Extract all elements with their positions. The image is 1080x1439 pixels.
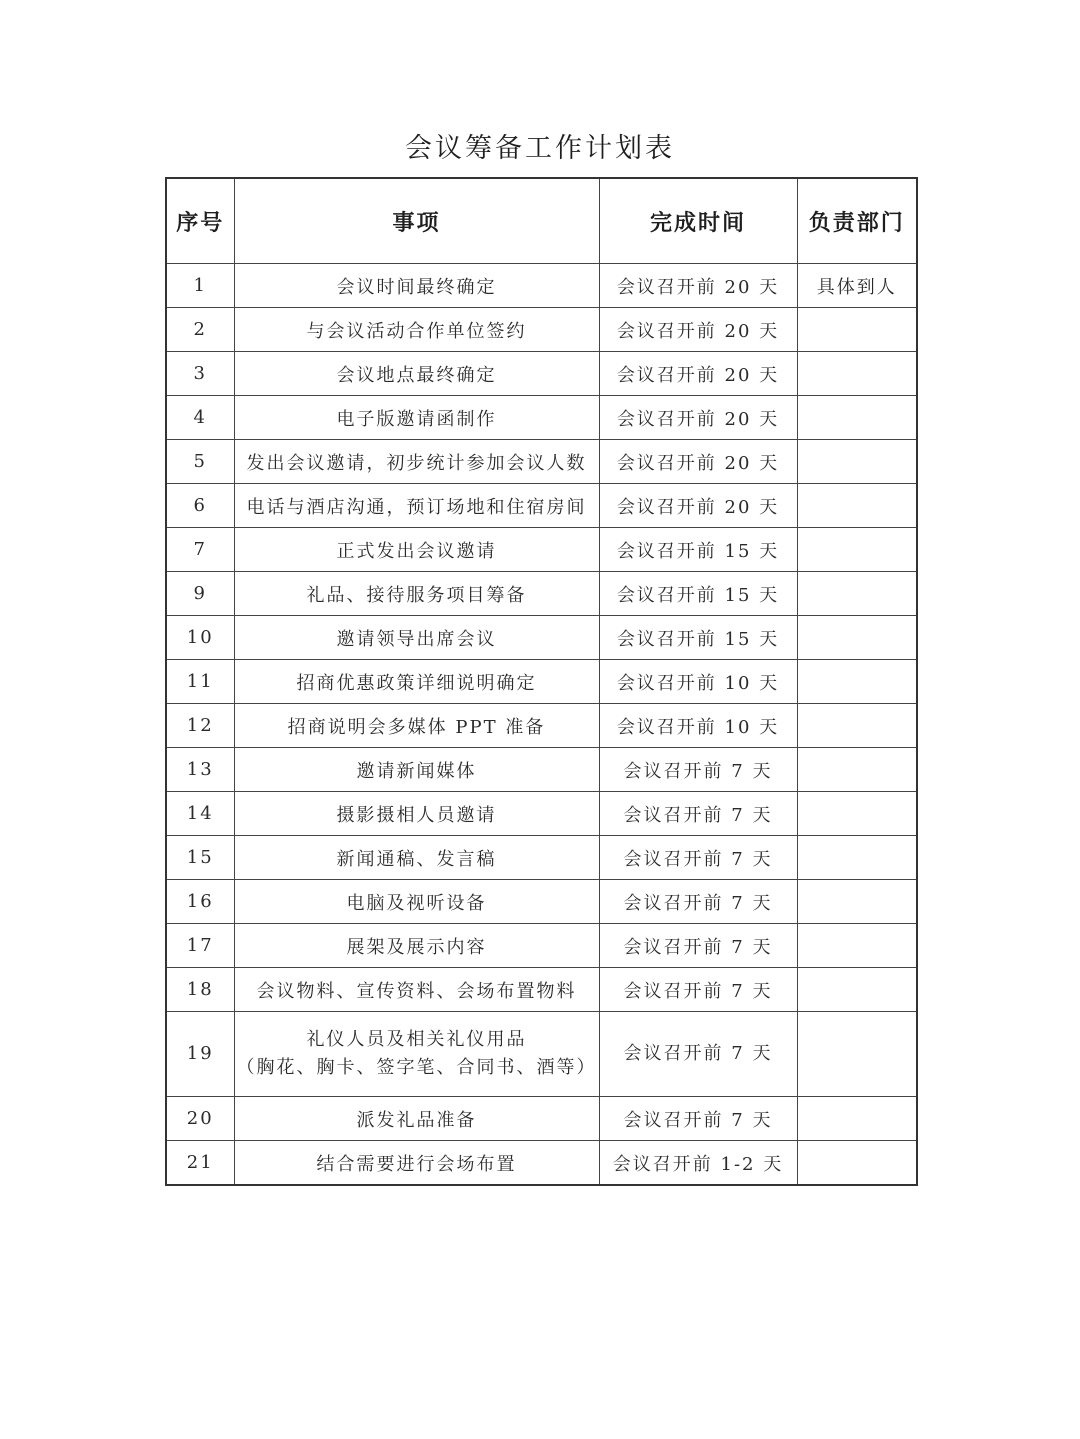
row-deadline: 会议召开前 7 天 bbox=[599, 792, 797, 836]
row-item: 会议物料、宣传资料、会场布置物料 bbox=[234, 968, 599, 1012]
row-department bbox=[797, 352, 917, 396]
row-item: 会议时间最终确定 bbox=[234, 264, 599, 308]
row-item: 与会议活动合作单位签约 bbox=[234, 308, 599, 352]
table-row bbox=[166, 352, 917, 396]
row-item: 派发礼品准备 bbox=[234, 1097, 599, 1141]
table-row bbox=[166, 396, 917, 440]
row-department bbox=[797, 308, 917, 352]
row-department bbox=[797, 660, 917, 704]
row-index: 12 bbox=[166, 704, 234, 748]
row-department bbox=[797, 880, 917, 924]
row-index: 13 bbox=[166, 748, 234, 792]
table-row bbox=[166, 440, 917, 484]
row-department bbox=[797, 616, 917, 660]
row-department: 具体到人 bbox=[797, 264, 917, 308]
row-index: 19 bbox=[166, 1012, 234, 1097]
row-item: 邀请领导出席会议 bbox=[234, 616, 599, 660]
row-index: 18 bbox=[166, 968, 234, 1012]
row-item-main: 礼仪人员及相关礼仪用品 bbox=[306, 1029, 527, 1050]
row-deadline: 会议召开前 15 天 bbox=[599, 528, 797, 572]
row-item: 结合需要进行会场布置 bbox=[234, 1141, 599, 1186]
row-deadline: 会议召开前 10 天 bbox=[599, 660, 797, 704]
row-index: 11 bbox=[166, 660, 234, 704]
row-deadline: 会议召开前 20 天 bbox=[599, 352, 797, 396]
row-deadline: 会议召开前 7 天 bbox=[599, 968, 797, 1012]
row-index: 7 bbox=[166, 528, 234, 572]
row-item-sub: （胸花、胸卡、签字笔、合同书、酒等） bbox=[236, 1057, 597, 1078]
row-index: 4 bbox=[166, 396, 234, 440]
row-item: 会议地点最终确定 bbox=[234, 352, 599, 396]
row-index: 16 bbox=[166, 880, 234, 924]
row-department bbox=[797, 1097, 917, 1141]
row-department bbox=[797, 484, 917, 528]
row-department bbox=[797, 792, 917, 836]
row-index: 6 bbox=[166, 484, 234, 528]
row-deadline: 会议召开前 1-2 天 bbox=[599, 1141, 797, 1186]
row-deadline: 会议召开前 10 天 bbox=[599, 704, 797, 748]
table-row bbox=[166, 880, 917, 924]
row-item: 电脑及视听设备 bbox=[234, 880, 599, 924]
header-index: 序号 bbox=[166, 178, 234, 264]
table-row bbox=[166, 1141, 917, 1186]
table-row bbox=[166, 704, 917, 748]
row-index: 20 bbox=[166, 1097, 234, 1141]
row-department bbox=[797, 572, 917, 616]
table-row bbox=[166, 308, 917, 352]
table-row bbox=[166, 968, 917, 1012]
row-item: 电话与酒店沟通，预订场地和住宿房间 bbox=[234, 484, 599, 528]
row-department bbox=[797, 924, 917, 968]
table-row bbox=[166, 484, 917, 528]
row-deadline: 会议召开前 15 天 bbox=[599, 616, 797, 660]
table-row bbox=[166, 264, 917, 308]
row-department bbox=[797, 396, 917, 440]
page-title: 会议筹备工作计划表 bbox=[405, 133, 675, 164]
row-item: 新闻通稿、发言稿 bbox=[234, 836, 599, 880]
row-deadline: 会议召开前 20 天 bbox=[599, 440, 797, 484]
row-deadline: 会议召开前 20 天 bbox=[599, 396, 797, 440]
header-item: 事项 bbox=[234, 178, 599, 264]
row-department bbox=[797, 1012, 917, 1097]
row-department bbox=[797, 748, 917, 792]
row-department bbox=[797, 968, 917, 1012]
row-item: 发出会议邀请，初步统计参加会议人数 bbox=[234, 440, 599, 484]
row-item: 正式发出会议邀请 bbox=[234, 528, 599, 572]
table-row bbox=[166, 1012, 917, 1097]
row-deadline: 会议召开前 7 天 bbox=[599, 880, 797, 924]
table-header-row bbox=[166, 178, 917, 264]
row-department bbox=[797, 704, 917, 748]
row-item: 摄影摄相人员邀请 bbox=[234, 792, 599, 836]
row-index: 10 bbox=[166, 616, 234, 660]
table-row bbox=[166, 924, 917, 968]
row-index: 2 bbox=[166, 308, 234, 352]
table-row bbox=[166, 792, 917, 836]
row-deadline: 会议召开前 20 天 bbox=[599, 308, 797, 352]
work-plan-table bbox=[165, 177, 918, 1186]
row-item bbox=[234, 1012, 599, 1097]
row-deadline: 会议召开前 7 天 bbox=[599, 1012, 797, 1097]
row-index: 9 bbox=[166, 572, 234, 616]
row-index: 15 bbox=[166, 836, 234, 880]
row-deadline: 会议召开前 20 天 bbox=[599, 264, 797, 308]
row-index: 17 bbox=[166, 924, 234, 968]
table-row bbox=[166, 528, 917, 572]
row-item: 展架及展示内容 bbox=[234, 924, 599, 968]
header-deadline: 完成时间 bbox=[599, 178, 797, 264]
table-row bbox=[166, 616, 917, 660]
row-item: 礼品、接待服务项目筹备 bbox=[234, 572, 599, 616]
row-index: 1 bbox=[166, 264, 234, 308]
table-row bbox=[166, 572, 917, 616]
row-index: 5 bbox=[166, 440, 234, 484]
row-index: 3 bbox=[166, 352, 234, 396]
row-department bbox=[797, 836, 917, 880]
row-department bbox=[797, 440, 917, 484]
row-department bbox=[797, 1141, 917, 1186]
row-deadline: 会议召开前 7 天 bbox=[599, 836, 797, 880]
table-row bbox=[166, 1097, 917, 1141]
row-item: 电子版邀请函制作 bbox=[234, 396, 599, 440]
row-department bbox=[797, 528, 917, 572]
row-deadline: 会议召开前 7 天 bbox=[599, 1097, 797, 1141]
table-row bbox=[166, 660, 917, 704]
row-deadline: 会议召开前 20 天 bbox=[599, 484, 797, 528]
table-row bbox=[166, 836, 917, 880]
header-department: 负责部门 bbox=[797, 178, 917, 264]
row-index: 14 bbox=[166, 792, 234, 836]
row-deadline: 会议召开前 15 天 bbox=[599, 572, 797, 616]
row-deadline: 会议召开前 7 天 bbox=[599, 924, 797, 968]
row-item: 招商说明会多媒体 PPT 准备 bbox=[234, 704, 599, 748]
row-item: 邀请新闻媒体 bbox=[234, 748, 599, 792]
table-row bbox=[166, 748, 917, 792]
row-index: 21 bbox=[166, 1141, 234, 1186]
row-item: 招商优惠政策详细说明确定 bbox=[234, 660, 599, 704]
row-deadline: 会议召开前 7 天 bbox=[599, 748, 797, 792]
